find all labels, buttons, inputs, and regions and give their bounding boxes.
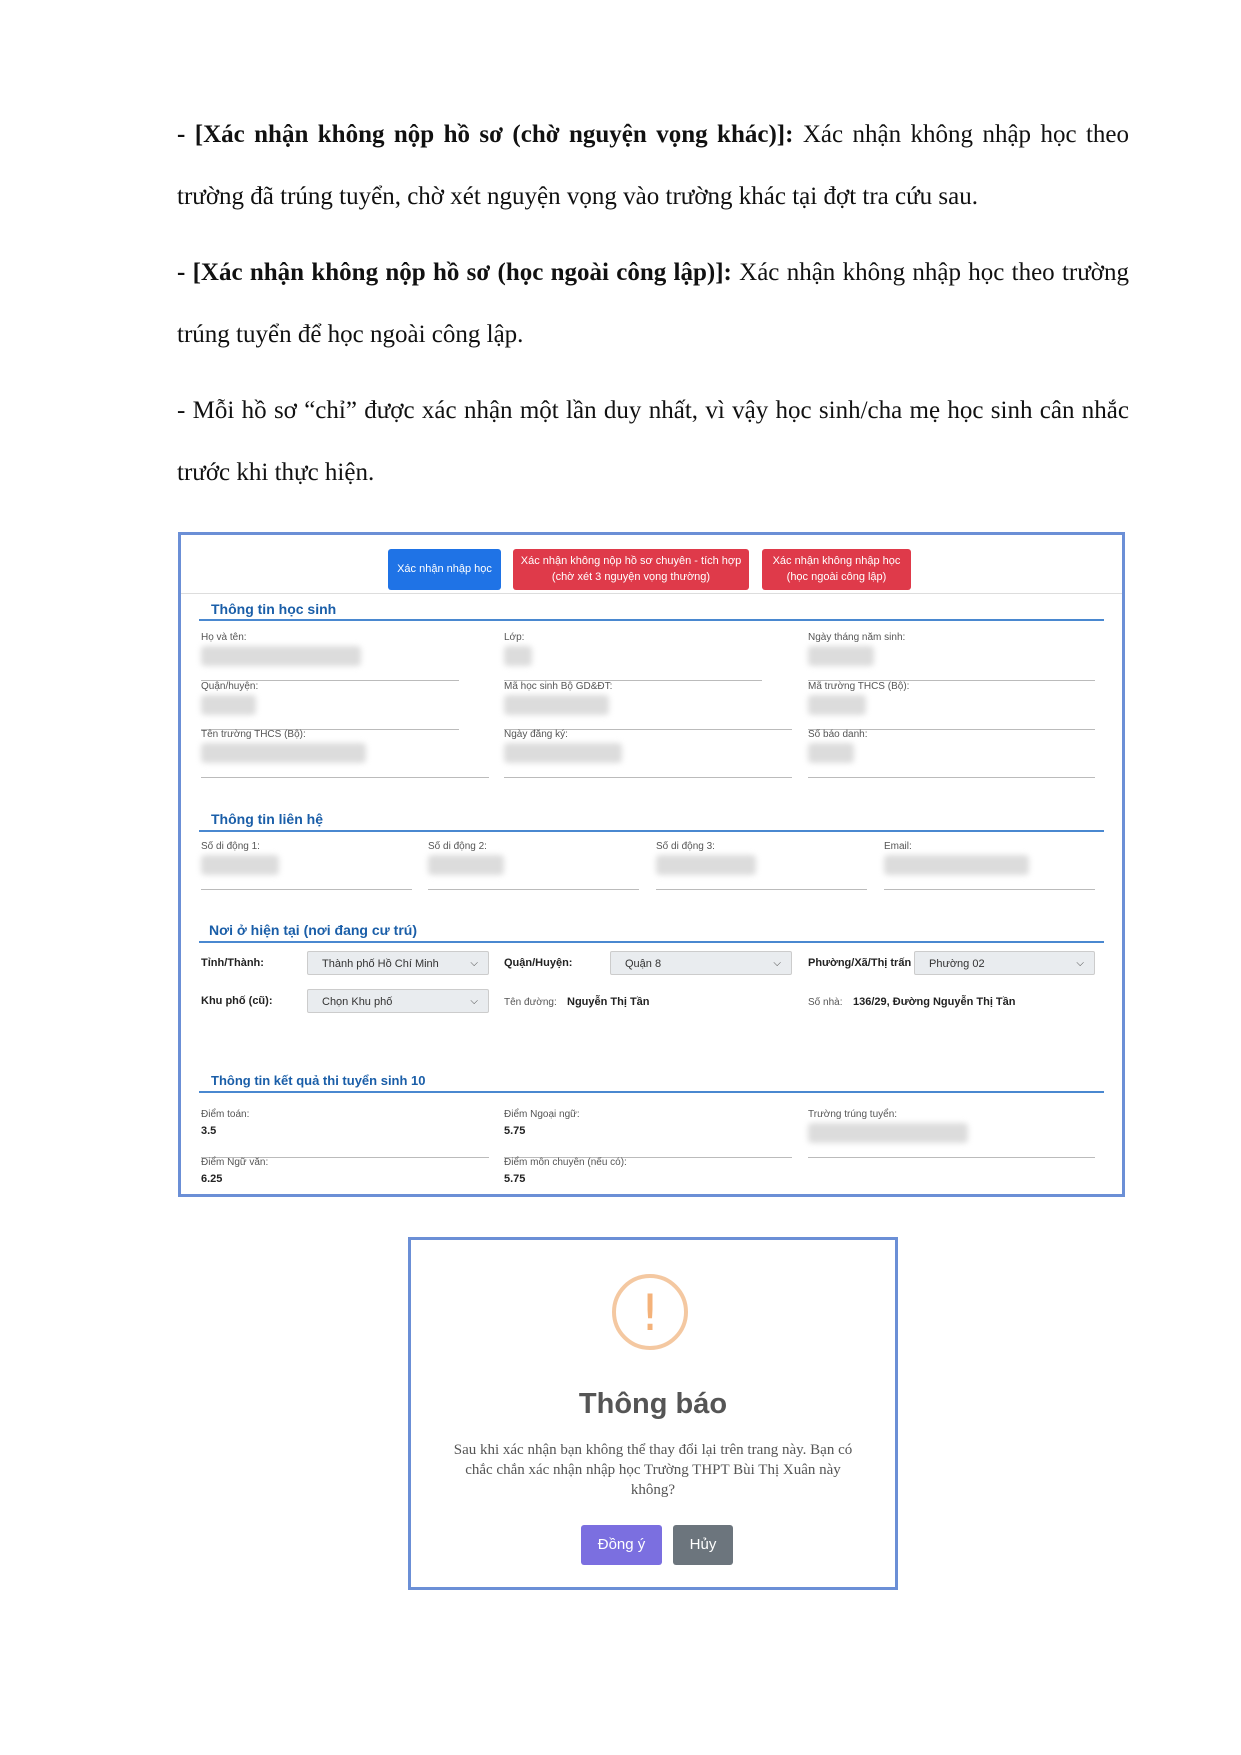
cancel-button[interactable]: Hủy (673, 1525, 733, 1565)
chevron-down-icon: ⌵ (470, 958, 478, 969)
district-select[interactable] (610, 951, 792, 975)
redacted-value (201, 743, 366, 763)
field-foreign-language-score (504, 1109, 792, 1158)
paragraph-text: Xác nhận không nhập học theo trường đã trúng tuyển, chờ xét nguyện vọng vào trường khác tại đợt tra cứu sau. (177, 121, 1130, 210)
field-value: 6.25 (201, 1173, 223, 1185)
button-label: Xác nhận nhập học (397, 563, 492, 575)
chevron-down-icon: ⌵ (1076, 958, 1084, 969)
confirmation-dialog-screenshot (408, 1237, 898, 1590)
confirm-enrollment-button[interactable] (388, 549, 501, 590)
dialog-message: Sau khi xác nhận bạn không thể thay đổi lại trên trang này. Bạn có chắc chắn xác nhận nhập học Trường THPT Bùi Thị Xuân này không? (453, 1442, 853, 1498)
select-value: Thành phố Hồ Chí Minh (322, 958, 439, 970)
field-label: Email: (884, 841, 912, 852)
redacted-value (504, 646, 532, 666)
field-student-name (201, 632, 459, 681)
redacted-value (201, 695, 256, 715)
section-divider (199, 1091, 1104, 1093)
redacted-value (808, 1123, 968, 1143)
paragraph-text: Xác nhận không nhập học theo trường trúng tuyển để học ngoài công lập. (177, 259, 1129, 348)
select-value: Quận 8 (625, 958, 662, 970)
redacted-value (504, 695, 609, 715)
field-math-score (201, 1109, 489, 1158)
house-number-value: 136/29, Đường Nguyễn Thị Tần (853, 996, 1016, 1008)
button-label: Xác nhận không nộp hồ sơ chuyên - tích hợp (520, 555, 742, 567)
street-value: Nguyễn Thị Tần (567, 996, 650, 1008)
select-value: Phường 02 (929, 958, 985, 970)
house-number-label: Số nhà: (808, 997, 843, 1008)
action-button-bar (181, 543, 1122, 594)
section-title-results: Thông tin kết quả thi tuyển sinh 10 (211, 1073, 426, 1088)
field-label: Tên trường THCS (Bộ): (201, 729, 306, 740)
field-candidate-number (808, 729, 1095, 778)
redacted-value (504, 743, 622, 763)
paragraph-bold-heading: - [Xác nhận không nộp hồ sơ (học ngoài công lập)]: (177, 259, 732, 286)
ward-label: Phường/Xã/Thị trấn (808, 957, 912, 969)
field-label: Số di động 1: (201, 841, 260, 852)
field-value: 3.5 (201, 1125, 217, 1137)
section-divider (199, 830, 1104, 832)
field-phone-1 (201, 841, 412, 890)
field-label: Mã trường THCS (Bộ): (808, 681, 910, 692)
chevron-down-icon: ⌵ (470, 996, 478, 1007)
field-phone-2 (428, 841, 639, 890)
district-label: Quận/Huyện: (504, 957, 573, 969)
field-label: Mã học sinh Bộ GD&ĐT: (504, 681, 613, 692)
chevron-down-icon: ⌵ (773, 958, 781, 969)
redacted-value (808, 695, 866, 715)
warning-icon: ! (612, 1274, 688, 1350)
field-phone-3 (656, 841, 867, 890)
field-label: Lớp: (504, 632, 525, 643)
field-label: Trường trúng tuyển: (808, 1109, 898, 1120)
redacted-value (808, 743, 854, 763)
dialog-title: Thông báo (578, 1388, 728, 1420)
button-sublabel: (chờ xét 3 nguyện vọng thường) (551, 571, 711, 583)
field-admitted-school (808, 1109, 1095, 1158)
field-school-code (808, 681, 1095, 730)
quarter-select[interactable] (307, 989, 489, 1013)
section-divider (199, 619, 1104, 621)
field-class (504, 632, 762, 681)
paragraph-text: - Mỗi hồ sơ “chỉ” được xác nhận một lần duy nhất, vì vậy học sinh/cha mẹ học sinh cân nhắc trước khi thực hiện. (177, 397, 1129, 486)
button-sublabel: (học ngoài công lập) (786, 571, 887, 583)
section-title-residence: Nơi ở hiện tại (nơi đang cư trú) (209, 922, 417, 938)
field-label: Điểm toán: (201, 1109, 250, 1120)
section-title-contact: Thông tin liên hệ (211, 811, 323, 827)
province-label: Tỉnh/Thành: (201, 957, 264, 969)
field-district (201, 681, 459, 730)
ward-select[interactable] (914, 951, 1095, 975)
field-label: Điểm Ngoại ngữ: (504, 1109, 580, 1120)
field-label: Quận/huyện: (201, 681, 259, 692)
field-moet-code (504, 681, 792, 730)
field-label: Số di động 2: (428, 841, 487, 852)
paragraph-bold-heading: - [Xác nhận không nộp hồ sơ (chờ nguyện vọng khác)]: (177, 121, 794, 148)
redacted-value (201, 646, 361, 666)
paragraph-not-submit-private (177, 242, 1129, 366)
button-label: Xác nhận không nhập học (772, 555, 901, 567)
admission-form-screenshot (178, 532, 1125, 1197)
section-title-student: Thông tin học sinh (211, 601, 337, 617)
field-school-name (201, 729, 489, 778)
field-label: Điểm môn chuyên (nếu có): (504, 1157, 627, 1168)
field-label: Ngày đăng ký: (504, 729, 568, 740)
not-submit-specialized-button[interactable] (513, 549, 749, 590)
field-label: Ngày tháng năm sinh: (808, 632, 906, 643)
field-dob (808, 632, 1095, 681)
field-registration-date (504, 729, 792, 778)
agree-button[interactable]: Đồng ý (581, 1525, 662, 1565)
province-select[interactable] (307, 951, 489, 975)
field-literature-score (201, 1157, 489, 1205)
redacted-value (808, 646, 874, 666)
field-label: Số báo danh: (808, 729, 868, 740)
street-label: Tên đường: (504, 997, 557, 1008)
paragraph-not-submit-wait (177, 104, 1129, 228)
redacted-value (656, 855, 756, 875)
redacted-value (428, 855, 504, 875)
field-value: 5.75 (504, 1125, 526, 1137)
field-email (884, 841, 1095, 890)
field-value: 5.75 (504, 1173, 526, 1185)
select-value: Chọn Khu phố (322, 996, 393, 1008)
field-label: Họ và tên: (201, 632, 247, 643)
redacted-value (201, 855, 279, 875)
field-specialized-score (504, 1157, 792, 1205)
section-divider (199, 941, 1104, 943)
redacted-value (884, 855, 1029, 875)
not-enroll-private-button[interactable] (762, 549, 911, 590)
quarter-label: Khu phố (cũ): (201, 995, 273, 1007)
field-label: Điểm Ngữ văn: (201, 1157, 269, 1168)
paragraph-note (177, 380, 1129, 504)
field-label: Số di động 3: (656, 841, 715, 852)
